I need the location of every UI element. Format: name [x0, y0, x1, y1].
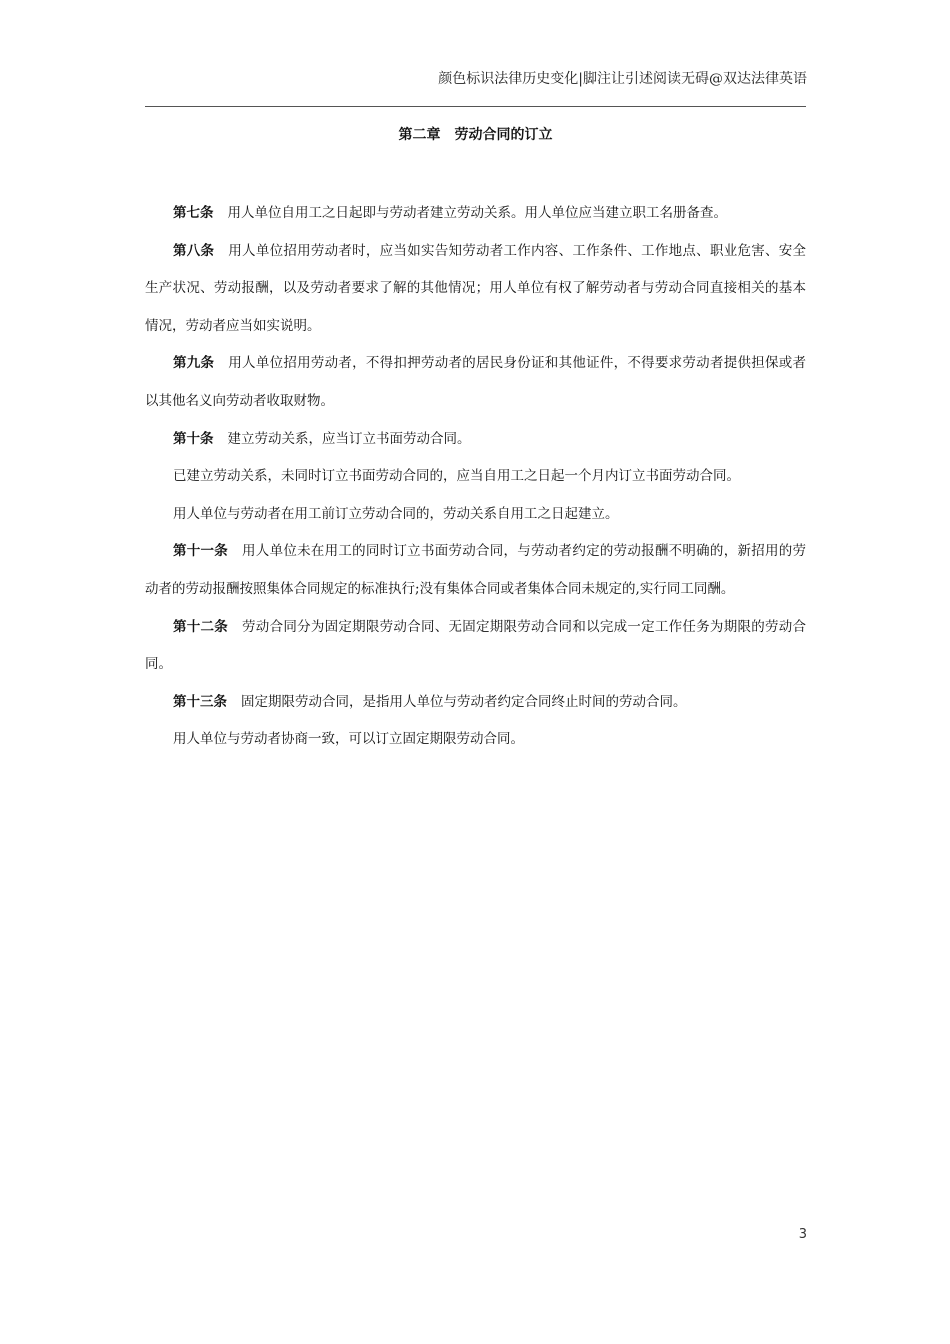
paragraph-article-10-clause-2: [145, 458, 806, 496]
paragraph-article-12: [145, 609, 806, 684]
running-header: 颜色标识法律历史变化|脚注让引述阅读无碍@双达法律英语: [438, 71, 807, 87]
article-label: 第八条: [173, 242, 215, 259]
article-text: 用人单位与劳动者在用工前订立劳动合同的，劳动关系自用工之日起建立。: [173, 505, 619, 522]
article-text: 用人单位招用劳动者时，应当如实告知劳动者工作内容、工作条件、工作地点、职业危害、安全生产状况、劳动报酬，以及劳动者要求了解的其他情况；用人单位有权了解劳动者与劳动合同直接相关的基本情况，劳动者应当如实说明。: [145, 242, 807, 334]
article-text: 用人单位自用工之日起即与劳动者建立劳动关系。用人单位应当建立职工名册备查。: [227, 205, 727, 221]
article-text: 固定期限劳动合同，是指用人单位与劳动者约定合同终止时间的劳动合同。: [241, 693, 687, 710]
article-label: 第十一条: [173, 543, 229, 560]
article-text: 用人单位与劳动者协商一致，可以订立固定期限劳动合同。: [173, 731, 524, 748]
article-label: 第十二条: [173, 618, 229, 635]
chapter-title: 第二章 劳动合同的订立: [398, 127, 553, 143]
article-text: 用人单位未在用工的同时订立书面劳动合同，与劳动者约定的劳动报酬不明确的，新招用的劳动者的劳动报酬按照集体合同规定的标准执行;没有集体合同或者集体合同未规定的,实行同工同酬。: [145, 543, 807, 597]
paragraph-article-9: [145, 345, 806, 420]
article-label: 第十条: [173, 430, 214, 447]
paragraph-article-10-clause-3: [145, 496, 806, 534]
article-text: 建立劳动关系，应当订立书面劳动合同。: [227, 430, 471, 447]
paragraph-article-8: [145, 233, 806, 346]
paragraph-article-13-clause-2: [145, 721, 806, 759]
article-text: 劳动合同分为固定期限劳动合同、无固定期限劳动合同和以完成一定工作任务为期限的劳动合同。: [145, 618, 807, 673]
article-text: 已建立劳动关系，未同时订立书面劳动合同的，应当自用工之日起一个月内订立书面劳动合同。: [173, 468, 740, 485]
paragraph-article-7: [145, 195, 806, 233]
article-body: [145, 195, 806, 759]
page-number: 3: [798, 1227, 807, 1242]
header-divider: [145, 106, 806, 107]
article-label: 第七条: [173, 205, 214, 221]
article-label: 第九条: [173, 355, 215, 372]
paragraph-article-10: [145, 421, 806, 459]
paragraph-article-13: [145, 684, 806, 722]
paragraph-article-11: [145, 533, 806, 608]
article-text: 用人单位招用劳动者，不得扣押劳动者的居民身份证和其他证件，不得要求劳动者提供担保或者以其他名义向劳动者收取财物。: [145, 355, 807, 409]
article-label: 第十三条: [173, 693, 227, 710]
